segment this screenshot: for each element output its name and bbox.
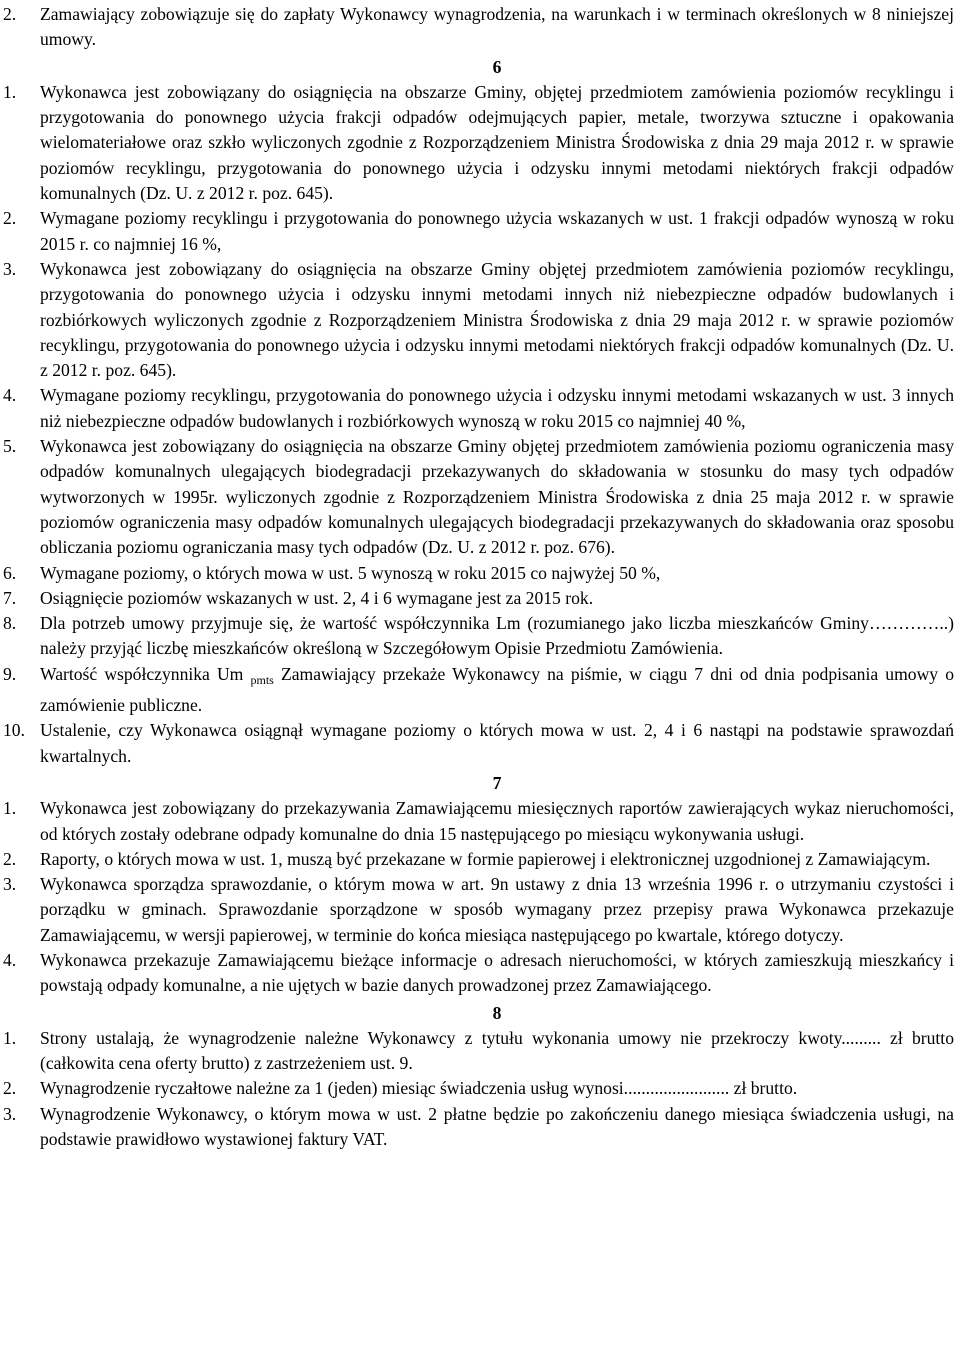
item-number: 9. [3, 663, 17, 684]
item-text-before: Wartość współczynnika Um [40, 663, 244, 684]
paragraph-item [3, 383, 954, 434]
item-number: 1. [3, 798, 17, 819]
paragraph-item [3, 434, 954, 560]
item-number: 4. [3, 385, 17, 406]
paragraph-item [3, 611, 954, 662]
paragraph-item [3, 257, 954, 383]
item-number: 10. [3, 720, 25, 741]
paragraph-item [3, 1102, 954, 1153]
item-number: 2. [3, 4, 17, 24]
paragraph-item [3, 80, 954, 206]
paragraph-item [3, 847, 954, 872]
paragraph-item [3, 1026, 954, 1077]
paragraph-item [3, 1076, 954, 1101]
item-text: Strony ustalają, że wynagrodzenie należne Wykonawcy z tytułu wykonania umowy nie przekroczy kwoty......... zł brutto (całkowita cena oferty brutto) z zastrzeżeniem ust. 9. [40, 1027, 954, 1074]
item-number: 1. [3, 81, 17, 102]
item-text: Zamawiający zobowiązuje się do zapłaty Wykonawcy wynagrodzenia, na warunkach i w terminach określonych w 8 niniejszej umowy. [40, 4, 954, 50]
item-number: 6. [3, 562, 17, 583]
item-number: 7. [3, 587, 17, 608]
item-number: 8. [3, 613, 17, 634]
item-text: Wykonawca jest zobowiązany do przekazywania Zamawiającemu miesięcznych raportów zawierających wykaz nieruchomości, od których zostały odebrane odpady komunalne do dnia 15 następującego po miesiącu wykonywania usługi. [40, 798, 954, 844]
paragraph-item [3, 586, 954, 611]
paragraph-item [3, 2, 954, 53]
item-number: 3. [3, 258, 17, 279]
item-number: 1. [3, 1027, 17, 1048]
item-text: Wykonawca przekazuje Zamawiającemu bieżące informacje o adresach nieruchomości, w których zamieszkują mieszkańcy i powstają odpady komunalne, a nie ujętych w bazie danych prowadzonej przez Zamawiającego. [40, 949, 954, 996]
paragraph-item [3, 561, 954, 586]
item-text: Wynagrodzenie Wykonawcy, o którym mowa w ust. 2 płatne będzie po zakończeniu danego miesiąca świadczenia usługi, na podstawie prawidłowo wystawionej faktury VAT. [40, 1103, 954, 1150]
item-text-after: Zamawiający przekaże Wykonawcy na piśmie, w ciągu 7 dni od dnia podpisania umowy o zamówienie publiczne. [40, 663, 954, 716]
item-text: Wymagane poziomy recyklingu, przygotowania do ponownego użycia i odzysku innymi metodami wskazanych w ust. 3 innych niż niebezpieczne odpadów budowlanych i rozbiórkowych wynoszą w roku 2015 co najmniej 40 %, [40, 385, 954, 431]
paragraph-item [3, 662, 954, 719]
item-text: Osiągnięcie poziomów wskazanych w ust. 2, 4 i 6 wymagane jest za 2015 rok. [40, 587, 594, 608]
item-text: Wykonawca sporządza sprawozdanie, o którym mowa w art. 9n ustawy z dnia 13 września 1996 r. o utrzymaniu czystości i porządku w gminach. Sprawozdanie sporządzone w sposób wymagany przez przepisy prawa Wykonawca przekazuje Zamawiającemu, w wersji papierowej, w terminie do końca miesiąca następującego po kwartale, którego dotyczy. [40, 874, 954, 945]
paragraph-item [3, 718, 954, 769]
section-heading: 6 [492, 56, 502, 77]
item-text: Wykonawca jest zobowiązany do osiągnięcia na obszarze Gminy, objętej przedmiotem zamówienia poziomów recyklingu i przygotowania do ponownego użycia frakcji odpadów odejmujących papier, metale, tworzywa sztuczne i opakowania wielomateriałowe oraz szkło wyliczonych zgodnie z Rozporządzeniem Ministra Środowiska z dnia 29 maja 2012 r. w sprawie poziomów recyklingu, przygotowania do ponownego użycia i odzysku innymi metodami niektórych frakcji odpadów komunalnych (Dz. U. z 2012 r. poz. 645). [40, 81, 954, 204]
item-number: 2. [3, 1078, 17, 1099]
item-text: Wykonawca jest zobowiązany do osiągnięcia na obszarze Gminy objętej przedmiotem zamówienia poziomu ograniczenia masy odpadów komunalnych ulegających biodegradacji przekazywanych do składowania w stosunku do masy tych odpadów wytworzonych w 1995r. wyliczonych zgodnie z Rozporządzeniem Ministra Środowiska z dnia 25 maja 2012 r. w sprawie poziomów ograniczenia masy odpadów komunalnych ulegających biodegradacji przekazywanych do składowania oraz sposobu obliczania poziomu ograniczania masy tych odpadów (Dz. U. z 2012 r. poz. 676). [40, 436, 954, 558]
item-text: Wykonawca jest zobowiązany do osiągnięcia na obszarze Gminy objętej przedmiotem zamówienia poziomów recyklingu, przygotowania do ponownego użycia i odzysku innymi metodami innych niż niebezpieczne odpadów budowlanych i rozbiórkowych wyliczonych zgodnie z Rozporządzeniem Ministra Środowiska z dnia 29 maja 2012 r. w sprawie poziomów recyklingu, przygotowania do ponownego użycia i odzysku innymi metodami niektórych frakcji odpadów komunalnych (Dz. U. z 2012 r. poz. 645). [40, 258, 954, 381]
item-number: 2. [3, 208, 17, 229]
section-heading: 8 [492, 1002, 502, 1023]
paragraph-item [3, 872, 954, 948]
item-text: Wymagane poziomy, o których mowa w ust. 5 wynoszą w roku 2015 co najwyżej 50 %, [40, 562, 661, 583]
item-text: Wymagane poziomy recyklingu i przygotowania do ponownego użycia wskazanych w ust. 1 frakcji odpadów wynoszą w roku 2015 r. co najmniej 16 %, [40, 208, 954, 254]
item-number: 4. [3, 949, 17, 970]
item-subscript: pmts [250, 672, 274, 687]
item-number: 3. [3, 874, 17, 895]
paragraph-item [3, 206, 954, 257]
item-number: 3. [3, 1103, 17, 1124]
section-heading: 7 [492, 772, 502, 793]
item-text: Dla potrzeb umowy przyjmuje się, że wartość współczynnika Lm (rozumianego jako liczba mieszkańców Gminy…………..) należy przyjąć liczbę mieszkańców określoną w Szczegółowym Opisie Przedmiotu Zamówienia. [40, 613, 954, 659]
item-text: Wynagrodzenie ryczałtowe należne za 1 (jeden) miesiąc świadczenia usług wynosi........................ zł brutto. [40, 1078, 798, 1099]
item-text: Raporty, o których mowa w ust. 1, muszą być przekazane w formie papierowej i elektronicznej uzgodnionej z Zamawiającym. [40, 848, 931, 869]
item-text: Ustalenie, czy Wykonawca osiągnął wymagane poziomy o których mowa w ust. 2, 4 i 6 nastąpi na podstawie sprawozdań kwartalnych. [40, 720, 954, 766]
item-number: 2. [3, 848, 17, 869]
paragraph-item [3, 796, 954, 847]
item-number: 5. [3, 436, 17, 457]
paragraph-item [3, 948, 954, 999]
